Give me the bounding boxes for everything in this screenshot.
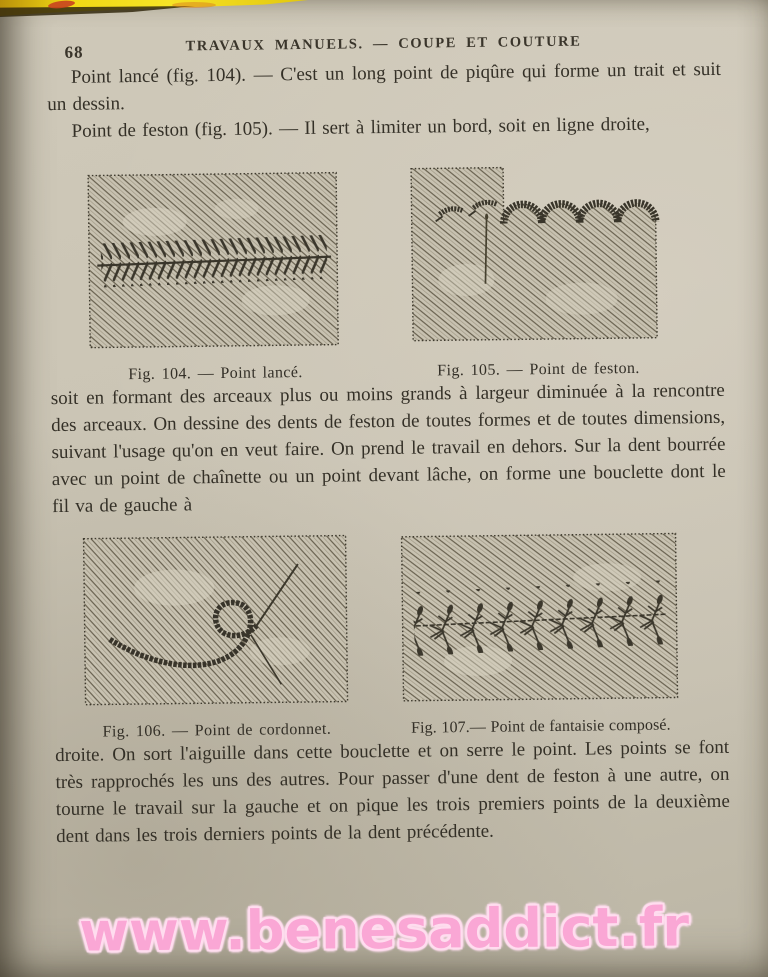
figure-106: [78, 530, 353, 741]
figure-row-bottom: [53, 526, 729, 742]
figure-106-caption: Fig. 106. — Point de cordonnet.: [102, 720, 332, 741]
page-number: 68: [64, 42, 84, 62]
figure-107: [396, 528, 682, 737]
paragraph-point-lance: Point lancé (fig. 104). — C'est un long point de piqûre qui forme un trait et suit un dessin.: [47, 58, 722, 116]
figure-107-caption: Fig. 107.— Point de fantaisie composé.: [410, 716, 671, 737]
figure-row-top: [48, 157, 725, 385]
figure-105: [405, 158, 670, 381]
running-header-title: TRAVAUX MANUELS. — COUPE ET COUTURE: [185, 33, 582, 55]
paragraph-feston-continued: soit en formant des arceaux plus ou moins grands à largeur diminuée à la rencontre des arceaux. On dessine des dents de feston de toutes formes et de toutes dimensions, suivant l'usage qu'on en veut faire. On prend le travail en dehors. Sur la dent bourrée avec un point de chaînette ou un point devant lâche, on forme une bouclette dont le fil va de gauche à: [50, 379, 726, 518]
figure-104-caption: Fig. 104. — Point lancé.: [128, 364, 303, 384]
watermark-url: www.benesaddict.fr: [78, 895, 690, 964]
paragraph-point-de-feston: Point de feston (fig. 105). — Il sert à limiter un bord, soit en ligne droite,: [71, 113, 650, 142]
paragraph-feston-ending: droite. On sort l'aiguille dans cette bouclette et on serre le point. Les points se font très rapprochés les uns des autres. Pour passer d'une dent de feston à une autre, on tourne le travail sur la gauche et on pique les trois premiers points de la deuxième dent dans les trois derniers points de la dent précédente.: [55, 736, 730, 848]
figure-104-illustration: [84, 168, 344, 353]
figure-105-illustration: [405, 158, 669, 349]
figure-104: [84, 168, 345, 385]
fancy-composite-stitch-band: [412, 580, 669, 656]
figure-105-caption: Fig. 105. — Point de feston.: [437, 359, 640, 380]
figure-106-illustration: [78, 530, 352, 709]
figure-107-illustration: [396, 528, 682, 705]
herringbone-stitch-drawing: [96, 235, 332, 288]
